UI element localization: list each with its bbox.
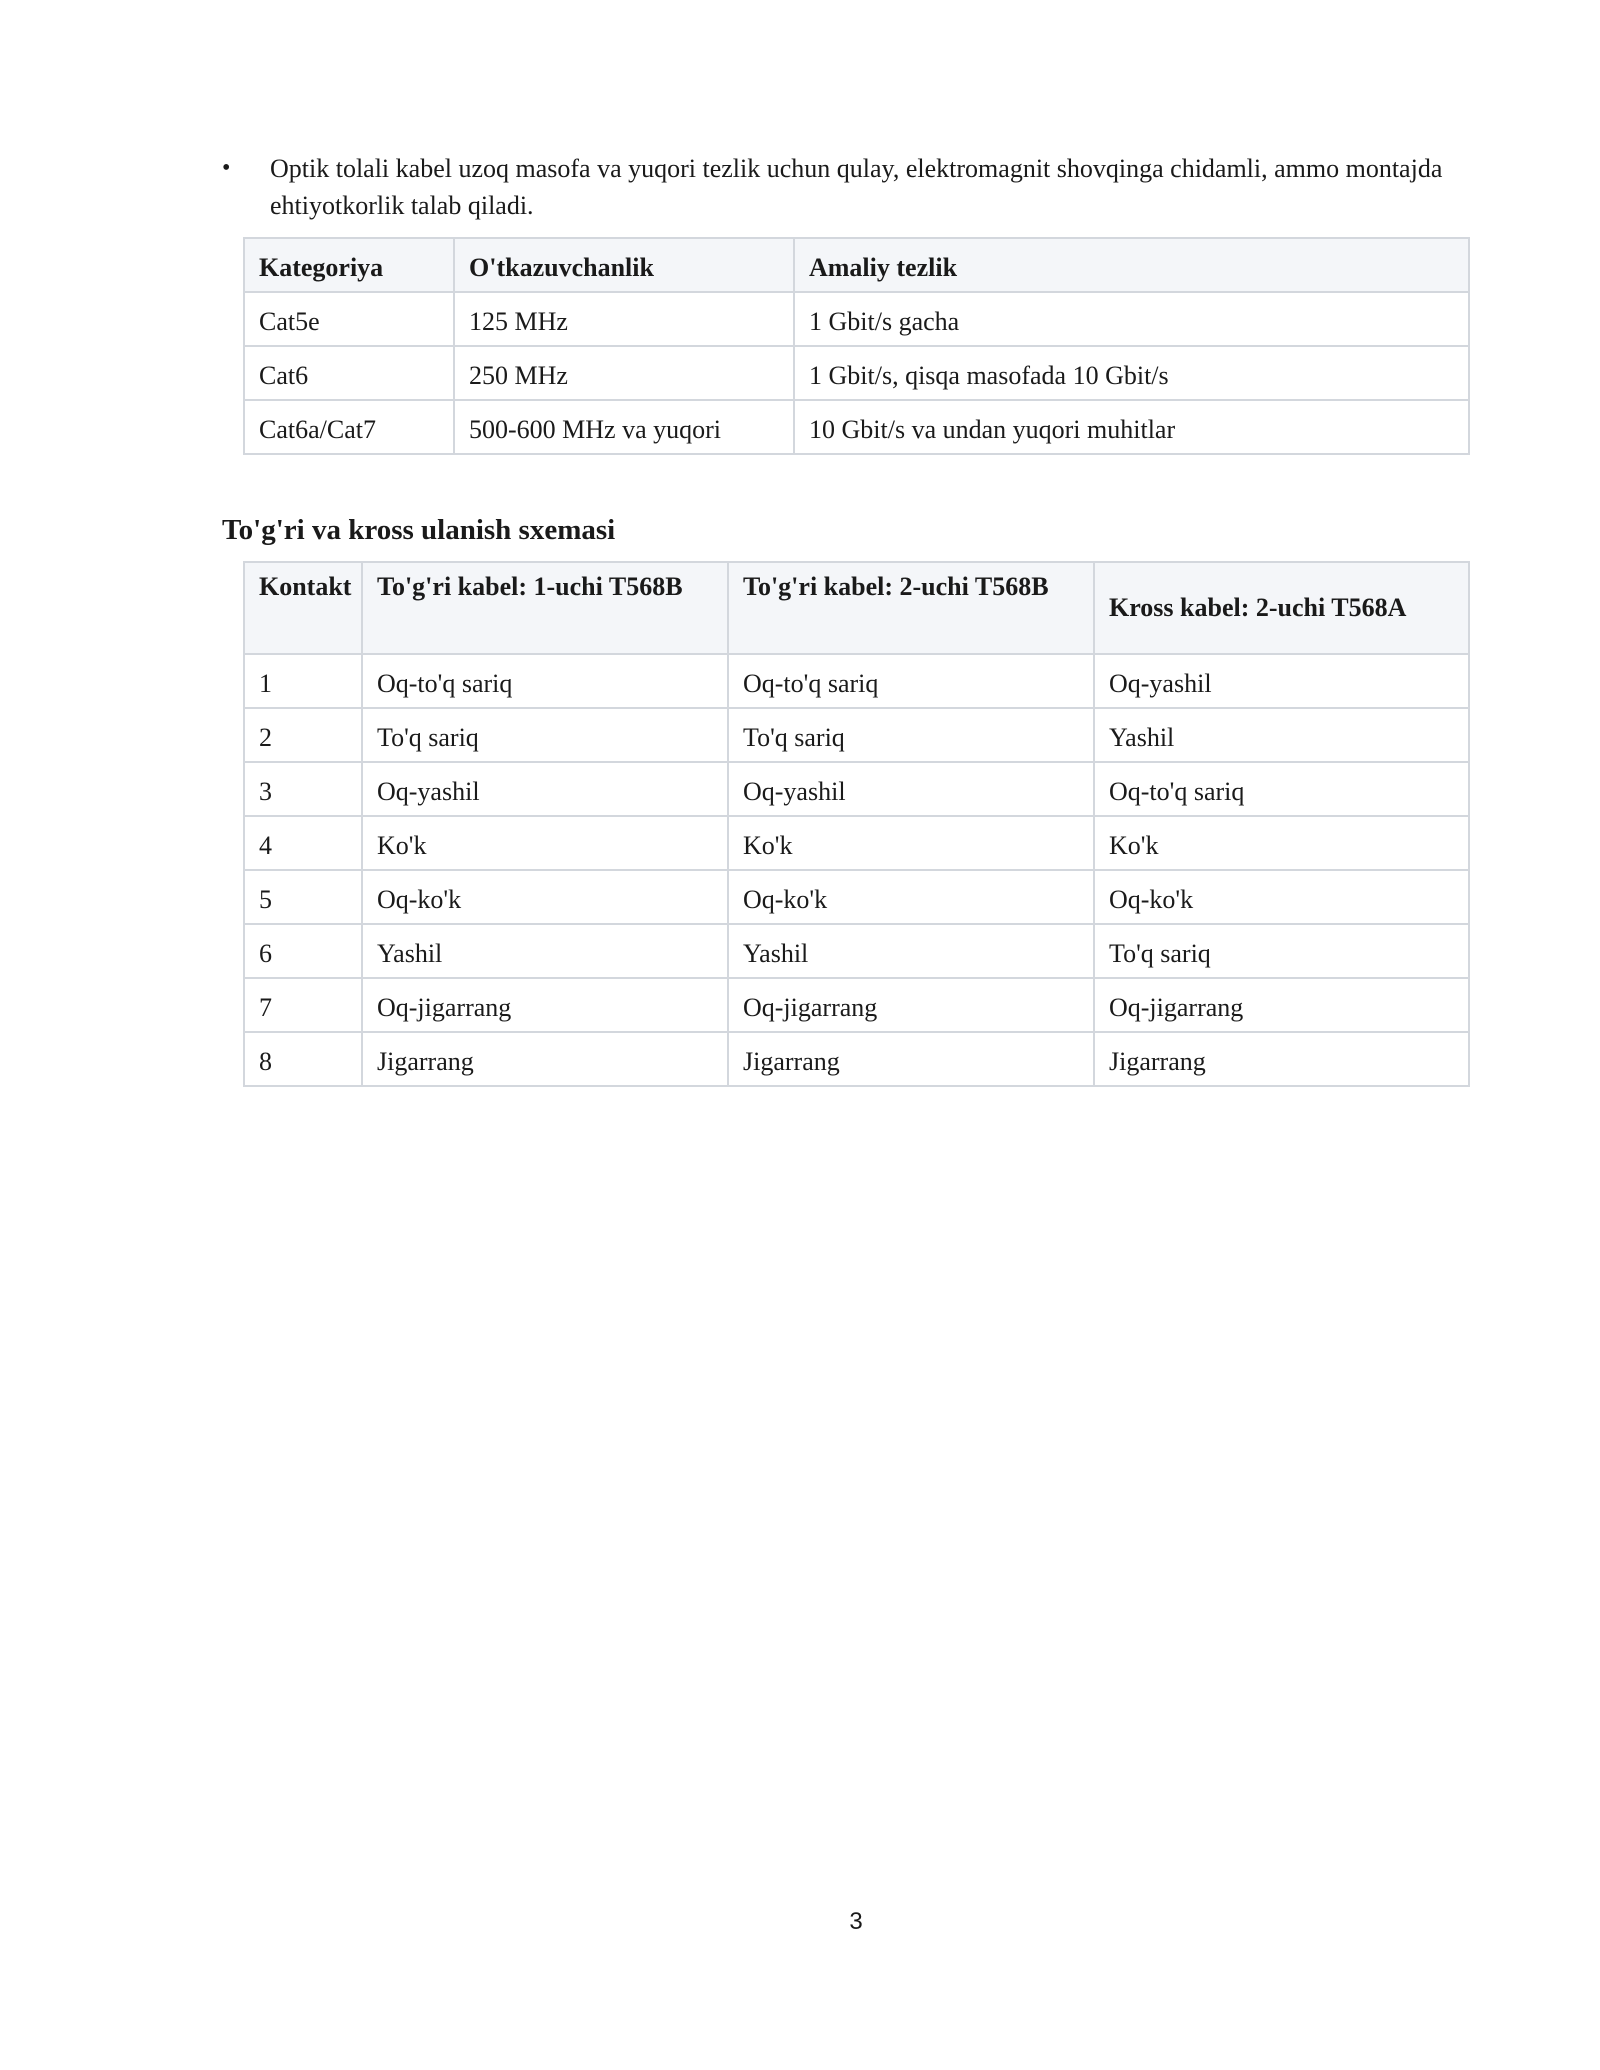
table-cell: Cat6a/Cat7: [244, 400, 454, 454]
table-cell: 2: [244, 708, 362, 762]
header-straight-end1: To'g'ri kabel: 1-uchi T568B: [362, 562, 728, 654]
table-cell: Ko'k: [728, 816, 1094, 870]
table-cell: 1 Gbit/s, qisqa masofada 10 Gbit/s: [794, 346, 1469, 400]
table-row: [244, 816, 1469, 870]
header-kontakt: Kontakt: [244, 562, 362, 654]
table-cell: Oq-to'q sariq: [362, 654, 728, 708]
table-cell: 250 MHz: [454, 346, 794, 400]
section-title: To'g'ri va kross ulanish sxemasi: [222, 514, 616, 546]
table-cell: Oq-ko'k: [728, 870, 1094, 924]
table-cell: Oq-yashil: [728, 762, 1094, 816]
table-cell: Oq-ko'k: [362, 870, 728, 924]
table-cell: 125 MHz: [454, 292, 794, 346]
table-cell: Oq-jigarrang: [362, 978, 728, 1032]
table-row: [244, 346, 1469, 400]
table-cell: 1: [244, 654, 362, 708]
table-cell: Oq-jigarrang: [728, 978, 1094, 1032]
table-cell: Jigarrang: [1094, 1032, 1469, 1086]
table-row: [244, 924, 1469, 978]
header-otkazuvchanlik: O'tkazuvchanlik: [454, 238, 794, 292]
table-cell: Ko'k: [1094, 816, 1469, 870]
table-cell: To'q sariq: [1094, 924, 1469, 978]
table-cell: Yashil: [362, 924, 728, 978]
table-cell: Yashil: [1094, 708, 1469, 762]
table-cell: Oq-to'q sariq: [1094, 762, 1469, 816]
table-cell: Ko'k: [362, 816, 728, 870]
table-cell: Oq-yashil: [1094, 654, 1469, 708]
table-row: [244, 654, 1469, 708]
table-cell: 1 Gbit/s gacha: [794, 292, 1469, 346]
table-cell: 3: [244, 762, 362, 816]
header-kategoriya: Kategoriya: [244, 238, 454, 292]
table-cell: Oq-ko'k: [1094, 870, 1469, 924]
table-cell: 4: [244, 816, 362, 870]
table-cell: Oq-yashil: [362, 762, 728, 816]
table-header-row: [244, 238, 1469, 292]
table-cell: Jigarrang: [362, 1032, 728, 1086]
table-row: [244, 1032, 1469, 1086]
table-row: [244, 292, 1469, 346]
table-row: [244, 400, 1469, 454]
table-cell: 5: [244, 870, 362, 924]
table-row: [244, 708, 1469, 762]
table-cell: To'q sariq: [362, 708, 728, 762]
table-cell: Cat6: [244, 346, 454, 400]
table-cell: 6: [244, 924, 362, 978]
wiring-scheme-table: [243, 561, 1470, 1087]
table-row: [244, 978, 1469, 1032]
table-cell: Yashil: [728, 924, 1094, 978]
header-amaliy-tezlik: Amaliy tezlik: [794, 238, 1469, 292]
table-cell: Cat5e: [244, 292, 454, 346]
bullet-text: Optik tolali kabel uzoq masofa va yuqori tezlik uchun qulay, elektromagnit shovqinga chidamli, ammo montajda ehtiyotkorlik talab qiladi.: [270, 154, 1443, 220]
table-header-row: [244, 562, 1469, 654]
page-number: 3: [849, 1908, 863, 1935]
table-cell: 7: [244, 978, 362, 1032]
table-cell: 8: [244, 1032, 362, 1086]
header-cross-end2: Kross kabel: 2-uchi T568A: [1094, 562, 1469, 654]
table-cell: Oq-to'q sariq: [728, 654, 1094, 708]
table-cell: 500-600 MHz va yuqori: [454, 400, 794, 454]
cable-category-table: [243, 237, 1470, 455]
table-row: [244, 870, 1469, 924]
table-cell: 10 Gbit/s va undan yuqori muhitlar: [794, 400, 1469, 454]
bullet-marker: •: [222, 155, 231, 181]
table-row: [244, 762, 1469, 816]
table-cell: Jigarrang: [728, 1032, 1094, 1086]
table-cell: To'q sariq: [728, 708, 1094, 762]
table-cell: Oq-jigarrang: [1094, 978, 1469, 1032]
header-straight-end2: To'g'ri kabel: 2-uchi T568B: [728, 562, 1094, 654]
